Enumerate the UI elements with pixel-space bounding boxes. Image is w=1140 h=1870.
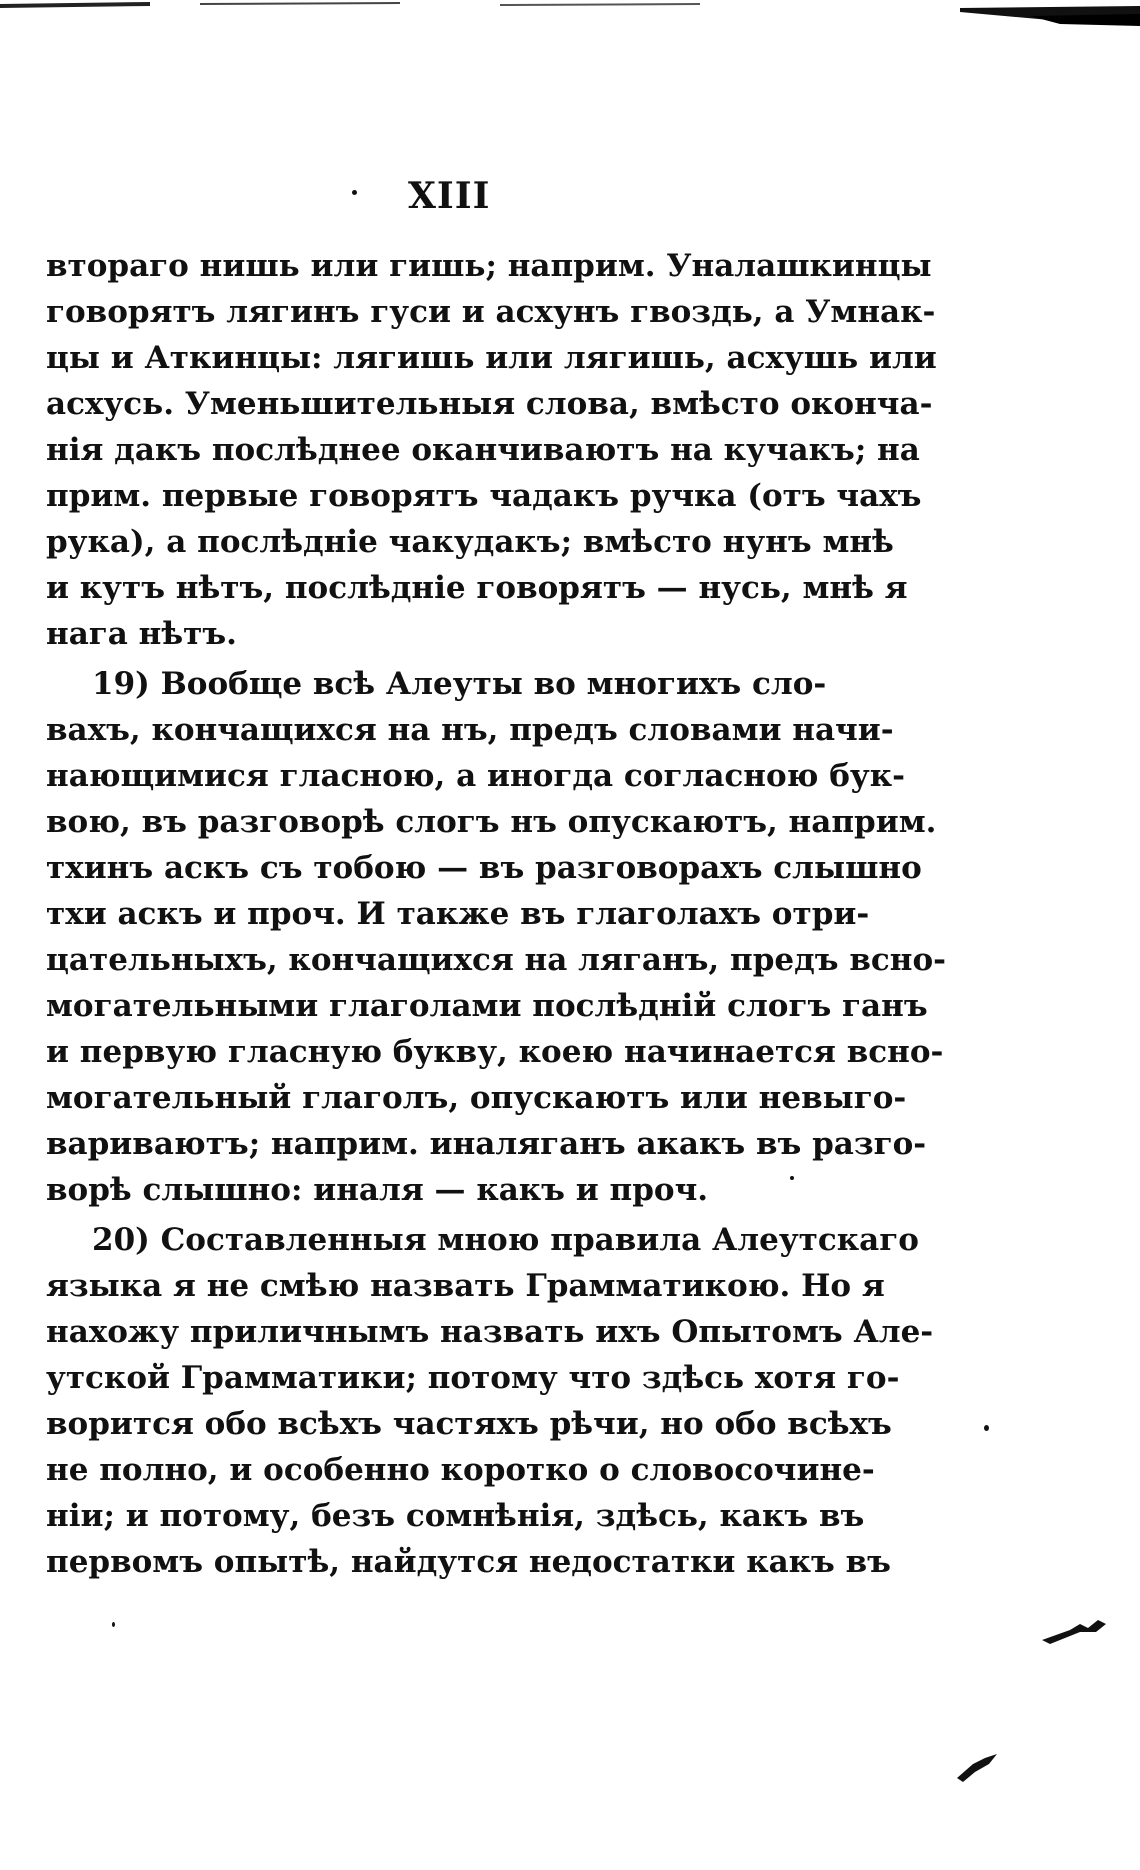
text-line: прим. первые говорятъ чадакъ ручка (отъ чахъ: [46, 478, 922, 514]
text-line: и кутъ нѣтъ, послѣдніе говорятъ — нусь, мнѣ я: [46, 570, 908, 606]
scan-ink-mark: [955, 1750, 1000, 1785]
text-line: цы и Аткинцы: лягишь или лягишь, асхушь или: [46, 340, 937, 376]
body-text: [46, 243, 946, 1585]
text-line: ніи; и потому, безъ сомнѣнія, здѣсь, какъ въ: [46, 1498, 865, 1534]
scan-speck: [112, 1622, 115, 1627]
scan-speck: [352, 190, 357, 195]
text-line: первомъ опытѣ, найдутся недостатки какъ въ: [46, 1544, 891, 1580]
paragraph-1: [46, 243, 937, 657]
text-line: нія дакъ послѣднее оканчиваютъ на кучакъ; на: [46, 432, 920, 468]
text-line: 19) Вообще всѣ Алеуты во многихъ сло-: [92, 666, 827, 702]
text-line: вою, въ разговорѣ слогъ нъ опускаютъ, наприм.: [46, 804, 937, 840]
paragraph-20: [46, 1217, 934, 1585]
text-line: языка я не смѣю назвать Грамматикою. Но я: [46, 1268, 885, 1304]
text-line: нага нѣтъ.: [46, 616, 237, 652]
scan-speck: [790, 1176, 794, 1180]
text-line: вариваютъ; наприм. иналяганъ акакъ въ разго-: [46, 1126, 927, 1162]
scan-top-edge-marks: [0, 0, 1140, 28]
page-number: XIII: [408, 175, 491, 217]
text-line: говорятъ лягинъ гуси и асхунъ гвоздь, а Умнак-: [46, 294, 936, 330]
text-line: могательными глаголами послѣдній слогъ ганъ: [46, 988, 928, 1024]
text-line: вахъ, кончащихся на нъ, предъ словами начи-: [46, 712, 894, 748]
text-line: ворится обо всѣхъ частяхъ рѣчи, но обо всѣхъ: [46, 1406, 892, 1442]
text-line: могательный глаголъ, опускаютъ или невыго-: [46, 1080, 907, 1116]
text-line: 20) Составленныя мною правила Алеутскаго: [92, 1222, 919, 1258]
text-line: утской Грамматики; потому что здѣсь хотя го-: [46, 1360, 900, 1396]
text-line: нающимися гласною, а иногда согласною бук-: [46, 758, 906, 794]
scan-ink-mark: [1040, 1610, 1110, 1650]
text-line: асхусь. Уменьшительныя слова, вмѣсто оконча-: [46, 386, 933, 422]
text-line: тхи аскъ и проч. И также въ глаголахъ отри-: [46, 896, 870, 932]
text-line: тхинъ аскъ съ тобою — въ разговорахъ слышно: [46, 850, 922, 886]
text-line: цательныхъ, кончащихся на ляганъ, предъ всно-: [46, 942, 946, 978]
text-line: рука), а послѣдніе чакудакъ; вмѣсто нунъ мнѣ: [46, 524, 894, 560]
paragraph-19: [46, 661, 946, 1213]
scan-speck: [984, 1425, 989, 1431]
text-line: не полно, и особенно коротко о словосочине-: [46, 1452, 875, 1488]
text-line: нахожу приличнымъ назвать ихъ Опытомъ Але-: [46, 1314, 934, 1350]
text-line: ворѣ слышно: иналя — какъ и проч.: [46, 1172, 709, 1208]
text-line: и первую гласную букву, коею начинается всно-: [46, 1034, 944, 1070]
text-line: втораго нишь или гишь; наприм. Уналашкинцы: [46, 248, 932, 284]
